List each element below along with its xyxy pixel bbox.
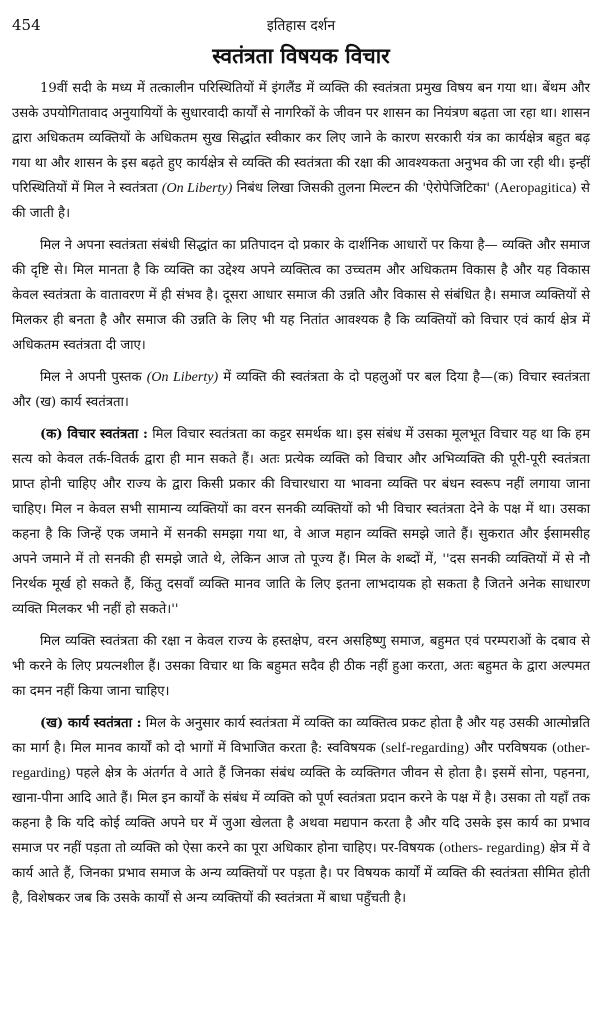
para6-others-regarding: others- regarding [443,841,541,856]
para3-on-liberty: (On Liberty) [146,370,219,385]
para6-self-regarding: self-regarding [385,741,465,756]
paragraph-2: मिल ने अपना स्वतंत्रता संबंधी सिद्धांत का प्रतिपादन दो प्रकार के दार्शनिक आधारों पर किया है— व्यक्ति और समाज की दृष्टि से। मिल मानता है कि व्यक्ति का उद्देश्य अपने व्यक्तित्व का उच्चतम और अधिकतम विकास है और यह विकास केवल स्वतंत्रता के वातावरण में ही संभव है। दूसरा आधार समाज की उन्नति और विकास से संबंधित है। समाज व्यक्तियों से मिलकर ही बनता है और समाज की उन्नति के लिए भी यह नितांत आवश्यक है कि व्यक्तियों को विचार एवं कार्य क्षेत्र में अधिकतम स्वतंत्रता दी जाए। [12,238,590,353]
para6-other-regarding: other- regarding [12,741,590,781]
para1-text-a: 19वीं सदी के मध्य में तत्कालीन परिस्थितियों में इंगलैंड में व्यक्ति की स्वतंत्रता प्रमुख विषय बन गया था। बेंथम और उसके उपयोगितावाद अनुयायियों के सुधारवादी कार्यों से नागरिकों के जीवन पर शासन का नियंत्रण बढ़ता जा रहा था। शासन द्वारा अधिकतम व्यक्तियों के अधिकतम सुख सिद्धांत स्वीकार कर लिए जाने के कारण सरकारी यंत्र का कार्यक्षेत्र बहुत बढ़ गया था और शासन के इस बढ़ते हुए कार्यक्षेत्र से व्यक्ति की स्वतंत्रता की रक्षा की आवश्यकता अनुभव की जा रही थी। इन्हीं परिस्थितियों में मिल ने स्वतंत्रता [12,81,590,196]
section-title: स्वतंत्रता विषयक विचार [212,43,390,68]
para3-text-a: मिल ने अपनी पुस्तक [40,370,147,385]
para6-text-g: ) क्षेत्र में वे कार्य आते हैं, जिनका प्रभाव समाज के अन्य व्यक्तियों पर पड़ता है। पर विषयक कार्यों में व्यक्ति की स्वतंत्रता सीमित होती है, विशेषकर जब कि उसके कार्यों से अन्य व्यक्तियों की स्वतंत्रता में बाधा पहुँचती है। [12,841,590,906]
paragraph-5: मिल व्यक्ति स्वतंत्रता की रक्षा न केवल राज्य के हस्तक्षेप, वरन असहिष्णु समाज, बहुमत एवं परम्पराओं के दबाव से भी करने के लिए प्रयत्नशील हैं। उसका विचार था कि बहुमत सदैव ही ठीक नहीं हुआ करता, अतः बहुमत के द्वारा अल्पमत का दमन नहीं किया जाना चाहिए। [12,634,590,699]
thought-freedom-heading: (क) विचार स्वतंत्रता : [40,427,148,442]
paragraph-3 [12,365,590,415]
para4-text: मिल विचार स्वतंत्रता का कट्टर समर्थक था। इस संबंध में उसका मूलभूत विचार यह था कि हम सत्य को केवल तर्क-वितर्क द्वारा ही मान सकते हैं। अतः प्रत्येक व्यक्ति को विचार और अभिव्यक्ति की पूरी-पूरी स्वतंत्रता प्राप्त होनी चाहिए और राज्य के द्वारा किसी प्रकार की विचारधारा या भावना व्यक्ति पर बंधन स्वरूप नहीं लगाया जाना चाहिए। मिल न केवल सभी सामान्य व्यक्तियों का वरन सनकी व्यक्तियों को भी विचार स्वतंत्रता देने के पक्ष में था। उसका कहना है कि जिन्हें एक जमाने में सनकी समझा गया था, वे आज महान व्यक्ति समझे जाते हैं। सुकरात और ईसामसीह अपने जमाने में तो सनकी ही समझे जाते थे, लेकिन आज तो पूज्य हैं। मिल के शब्दों में, ''दस सनकी व्यक्तियों में से नौ निरर्थक मूर्ख हो सकते हैं, किंतु दसवाँ व्यक्ति मानव जाति के लिए इतना लाभदायक हो सकता है जितने अनेक साधारण व्यक्ति मिलकर भी नहीं हो सकते।'' [12,427,591,617]
book-page [12,10,590,918]
para1-text-c: निबंध लिखा जिसकी तुलना मिल्टन की 'ऐरोपेजिटिका' ( [232,181,500,196]
para6-text-e: ) पहले क्षेत्र के अंतर्गत वे आते हैं जिनका संबंध व्यक्ति के व्यक्तिगत जीवन से होता है। इसमें सोना, पहनना, खाना-पीना आदि आते हैं। मिल इन कार्यों के संबंध में व्यक्ति को पूर्ण स्वतंत्रता प्रदान करने के पक्ष में है। उसका तो यहाँ तक कहना है कि यदि कोई व्यक्ति अपने घर में जुआ खेलता है अथवा मद्यपान करता है और यदि उसके इस कार्य का प्रभाव समाज पर नहीं पड़ता तो व्यक्ति को ऐसा करने का पूरा अधिकार होना चाहिए। पर-विषयक ( [12,766,590,856]
para6-text-a: मिल के अनुसार कार्य स्वतंत्रता में व्यक्ति का व्यक्तित्व प्रकट होता है और यह उसकी आत्मोन्नति का मार्ग है। मिल मानव कार्यों को दो भागों में विभाजित करता है: स्वविषयक ( [12,716,590,756]
action-freedom-heading: (ख) कार्य स्वतंत्रता : [40,716,142,731]
paragraph-4 [12,422,590,622]
running-head: इतिहास दर्शन [266,18,336,34]
para1-on-liberty: (On Liberty) [161,181,233,196]
para1-aeropagitica: Aeropagitica [499,181,572,196]
paragraph-1 [12,76,590,226]
para1-text-e: ) से की जाती है। [12,181,590,221]
para6-text-c: ) और परविषयक ( [464,741,557,756]
paragraph-6 [12,711,590,911]
para3-text-c: में व्यक्ति की स्वतंत्रता के दो पहलुओं पर बल दिया है—(क) विचार स्वतंत्रता और (ख) कार्य स्वतंत्रता। [12,370,590,410]
page-header [12,10,590,36]
page-number: 454 [12,16,41,34]
